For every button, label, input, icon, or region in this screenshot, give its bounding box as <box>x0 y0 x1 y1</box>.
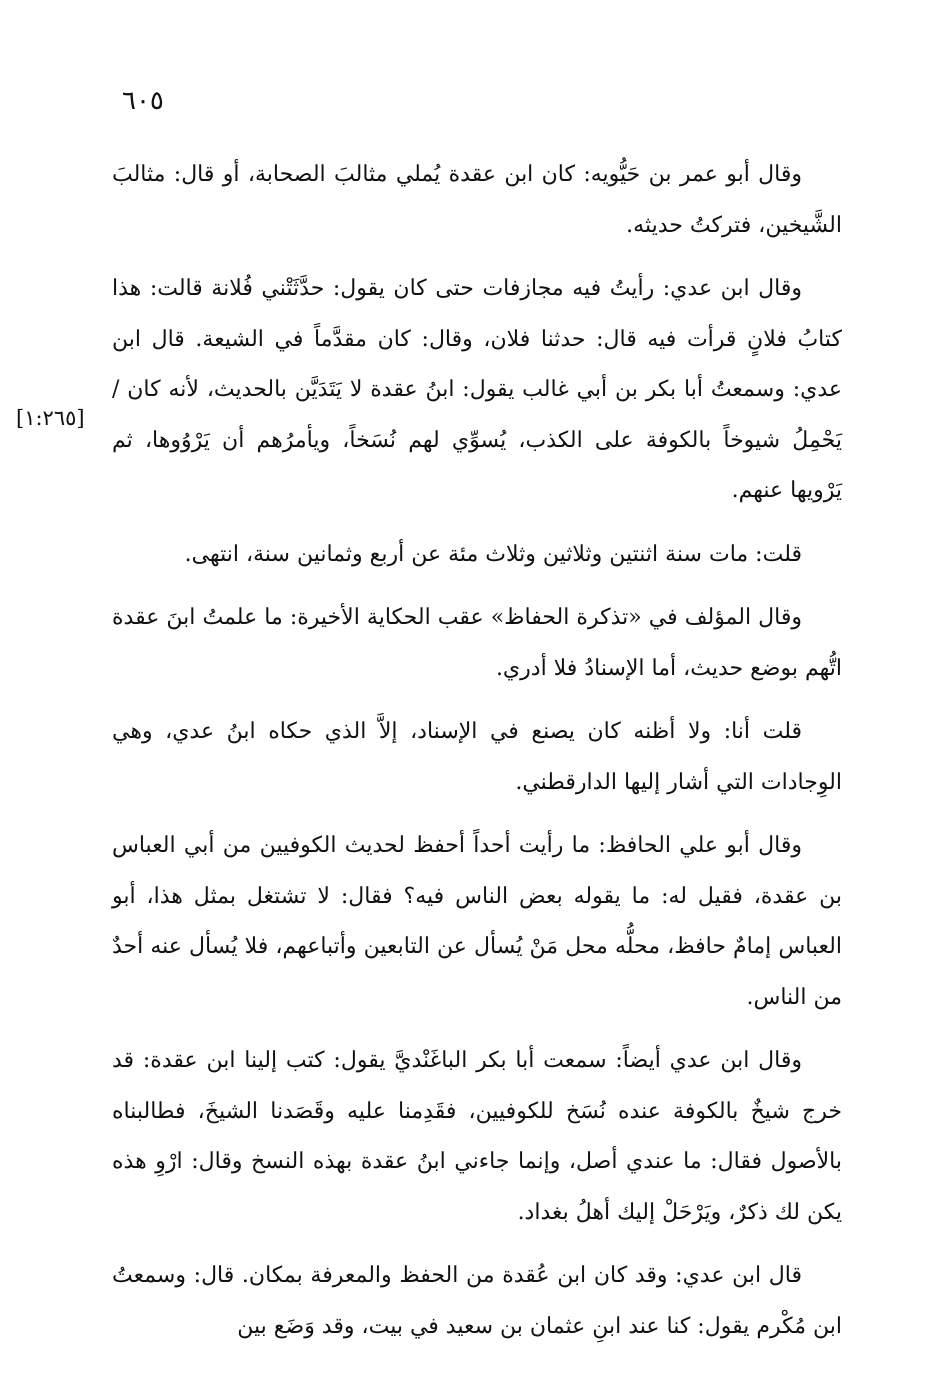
margin-reference: [١:٢٦٥] <box>16 406 85 430</box>
paragraph: وقال أبو عمر بن حَيُّويه: كان ابن عقدة يُملي مثالبَ الصحابة، أو قال: مثالبَ الشَّيخين، فتركتُ حديثه. <box>112 162 842 238</box>
paragraph: وقال ابن عدي: رأيتُ فيه مجازفات حتى كان يقول: حدَّثَتْني فُلانة قالت: هذا كتابُ فلانٍ قرأت فيه قال: حدثنا فلان، وقال: كان مقدَّماً في الشيعة. قال ابن عدي: وسمعتُ أبا بكر بن أبي غالب يقول: ابنُ عقدة لا يَتَدَيَّن بالحديث، لأنه كان / يَحْمِلُ شيوخاً بالكوفة على الكذب، يُسوِّي لهم نُسَخاً، ويأمرُهم أن يَرْوُوها، ثم يَرْويها عنهم. <box>112 276 842 503</box>
page-number: ٦٠٥ <box>122 86 164 116</box>
paragraph: قلت: مات سنة اثنتين وثلاثين وثلاث مئة عن أربع وثمانين سنة، انتهى. <box>184 541 802 567</box>
paragraph: قلت أنا: ولا أظنه كان يصنع في الإسناد، إلاَّ الذي حكاه ابنُ عدي، وهي الوِجادات التي أشار إليها الدارقطني. <box>112 719 842 795</box>
paragraph: وقال المؤلف في «تذكرة الحفاظ» عقب الحكاية الأخيرة: ما علمتُ ابنَ عقدة اتُّهم بوضع حديث، أما الإسنادُ فلا أدري. <box>112 605 842 681</box>
paragraph: وقال ابن عدي أيضاً: سمعت أبا بكر الباغَنْديَّ يقول: كتب إلينا ابن عقدة: قد خرج شيخٌ بالكوفة عنده نُسَخ للكوفيين، فقَدِمنا عليه وقَصَدنا الشيخَ، فطالبناه بالأصول فقال: ما عندي أصل، وإنما جاءني ابنُ عقدة بهذه النسخ وقال: ارْوِ هذه يكن لك ذكرٌ، ويَرْحَلْ إليك أهلُ بغداد. <box>112 1048 842 1225</box>
text-body <box>112 150 842 1365</box>
paragraph: قال ابن عدي: وقد كان ابن عُقدة من الحفظ والمعرفة بمكان. قال: وسمعتُ ابن مُكْرم يقول: كنا عند ابنِ عثمان بن سعيد في بيت، وقد وَضَع بين <box>112 1263 842 1339</box>
paragraph: وقال أبو علي الحافظ: ما رأيت أحداً أحفظ لحديث الكوفيين من أبي العباس بن عقدة، فقيل له: ما يقوله بعض الناس فيه؟ فقال: لا تشتغل بمثل هذا، أبو العباس إمامٌ حافظ، محلُّه محل مَنْ يُسأل عن التابعين وأتباعهم، فلا يُسأل عنه أحدٌ من الناس. <box>112 833 842 1010</box>
